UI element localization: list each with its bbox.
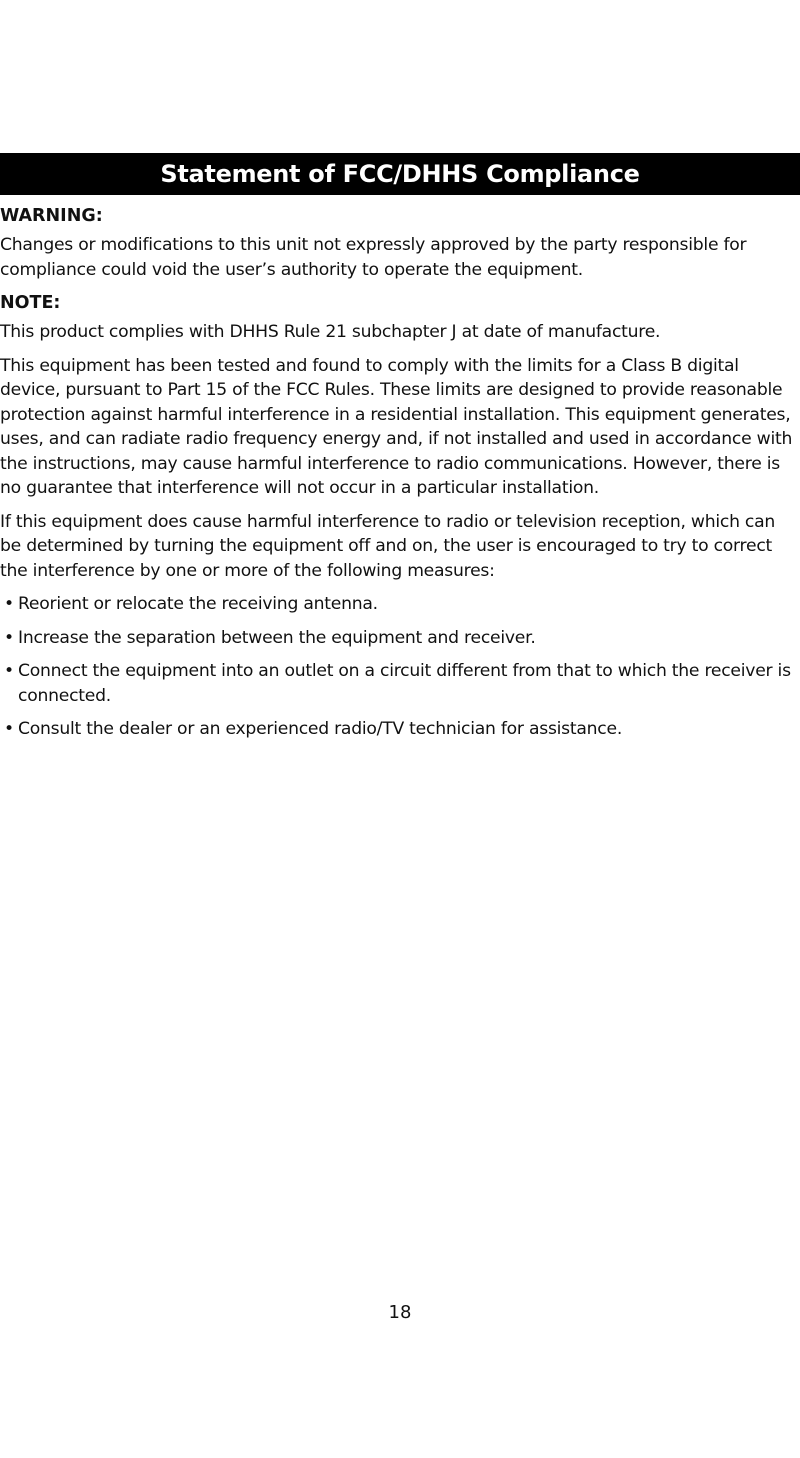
measure-text: Connect the equipment into an outlet on a circuit different from that to which the receiver is connected.	[18, 661, 791, 706]
measure-text: Reorient or relocate the receiving antenna.	[18, 594, 378, 614]
list-item	[0, 659, 800, 708]
note-paragraph-dhhs: This product complies with DHHS Rule 21 subchapter J at date of manufacture.	[0, 322, 661, 342]
note-paragraph-class-b: This equipment has been tested and found to comply with the limits for a Class B digital device, pursuant to Part 15 of the FCC Rules. These limits are designed to provide reasonable protection against harmful interference in a residential installation. This equipment generates, uses, and can radiate radio frequency energy and, if not installed and used in accordance with the instructions, may cause harmful interference to radio communications. However, there is no guarantee that interference will not occur in a particular installation.	[0, 355, 793, 498]
list-item	[0, 626, 800, 651]
bullet-icon: •	[4, 627, 14, 648]
compliance-content	[0, 204, 800, 751]
measures-list	[0, 592, 800, 742]
page-title: Statement of FCC/DHHS Compliance	[160, 160, 640, 188]
warning-heading: WARNING:	[0, 206, 103, 226]
bullet-icon: •	[4, 661, 14, 681]
list-item	[0, 717, 800, 742]
warning-text: Changes or modifications to this unit not expressly approved by the party responsible for compliance could void the user’s authority to operate the equipment.	[0, 235, 747, 280]
note-heading: NOTE:	[0, 293, 61, 313]
bullet-icon: •	[4, 594, 14, 614]
list-item	[0, 592, 800, 617]
note-paragraph-measures-intro: If this equipment does cause harmful interference to radio or television reception, which can be determined by turning the equipment off and on, the user is encouraged to try to correct the interference by one or more of the following measures:	[0, 511, 776, 581]
measure-text: Increase the separation between the equipment and receiver.	[18, 627, 536, 648]
bullet-icon: •	[4, 719, 14, 739]
page-number: 18	[388, 1302, 412, 1323]
title-bar	[0, 153, 800, 195]
measure-text: Consult the dealer or an experienced radio/TV technician for assistance.	[18, 719, 623, 739]
